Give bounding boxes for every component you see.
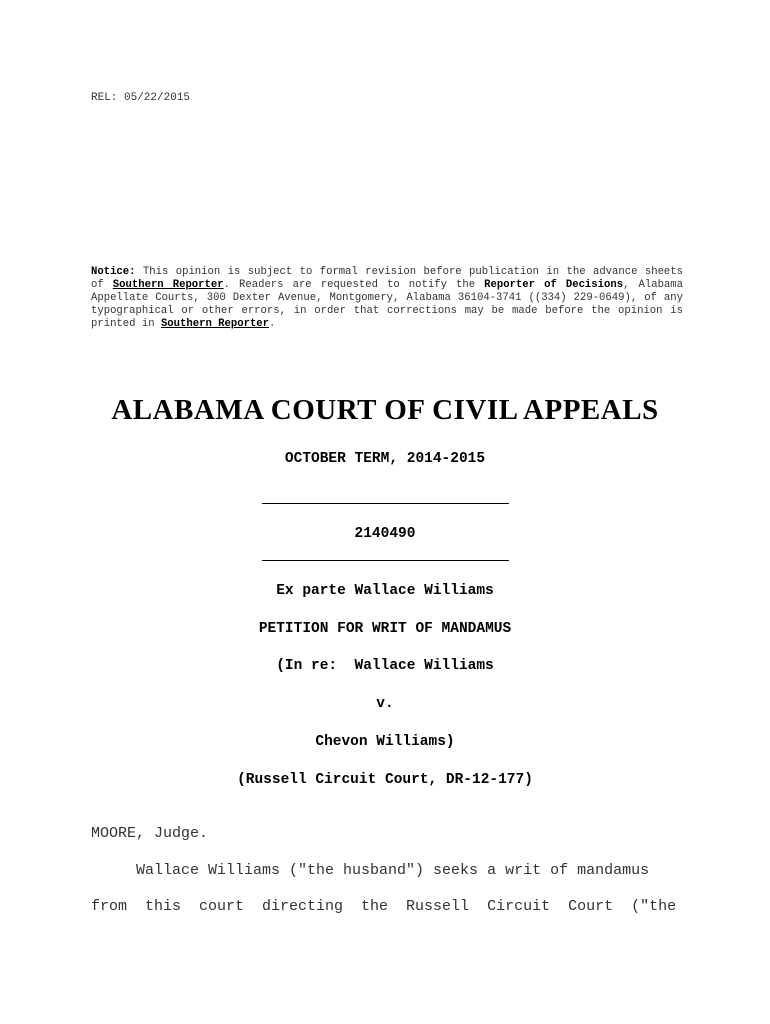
ex-parte-line: Ex parte Wallace Williams <box>276 583 494 599</box>
opinion-line-2: from this court directing the Russell Circuit Court ("the <box>91 898 677 915</box>
notice-text-1: This opinion is subject to formal revision before publication in the advance sheets of <box>91 266 683 291</box>
notice-text-4: . <box>269 318 276 330</box>
opinion-line-1: Wallace Williams ("the husband") seeks a writ of mandamus <box>91 862 650 879</box>
rule-top <box>262 503 509 504</box>
southern-reporter-ref-1: Southern Reporter <box>112 279 224 291</box>
notice-text-3: , Alabama Appellate Courts, 300 Dexter Avenue, Montgomery, Alabama 36104-3741 ((334) 229-0649), of any typographical or other errors, in order that corrections may be made before the opinion is printed in <box>91 279 684 330</box>
reporter-of-decisions: Reporter of Decisions <box>484 279 624 291</box>
respondent-line: Chevon Williams) <box>315 734 455 750</box>
petition-line: PETITION FOR WRIT OF MANDAMUS <box>258 621 512 637</box>
publication-notice <box>91 266 683 331</box>
versus-line: v. <box>376 696 394 712</box>
release-date: REL: 05/22/2015 <box>91 92 191 104</box>
notice-label: Notice: <box>91 266 136 278</box>
case-number: 2140490 <box>354 526 416 542</box>
opinion-author: MOORE, Judge. <box>91 825 209 842</box>
southern-reporter-ref-2: Southern Reporter <box>160 318 270 330</box>
term-line: OCTOBER TERM, 2014-2015 <box>284 451 486 467</box>
rule-bottom <box>262 560 509 561</box>
court-title: ALABAMA COURT OF CIVIL APPEALS <box>111 394 659 426</box>
lower-court-line: (Russell Circuit Court, DR-12-177) <box>237 772 533 788</box>
notice-text-2: . Readers are requested to notify the <box>223 279 485 291</box>
in-re-line: (In re: Wallace Williams <box>276 658 494 674</box>
